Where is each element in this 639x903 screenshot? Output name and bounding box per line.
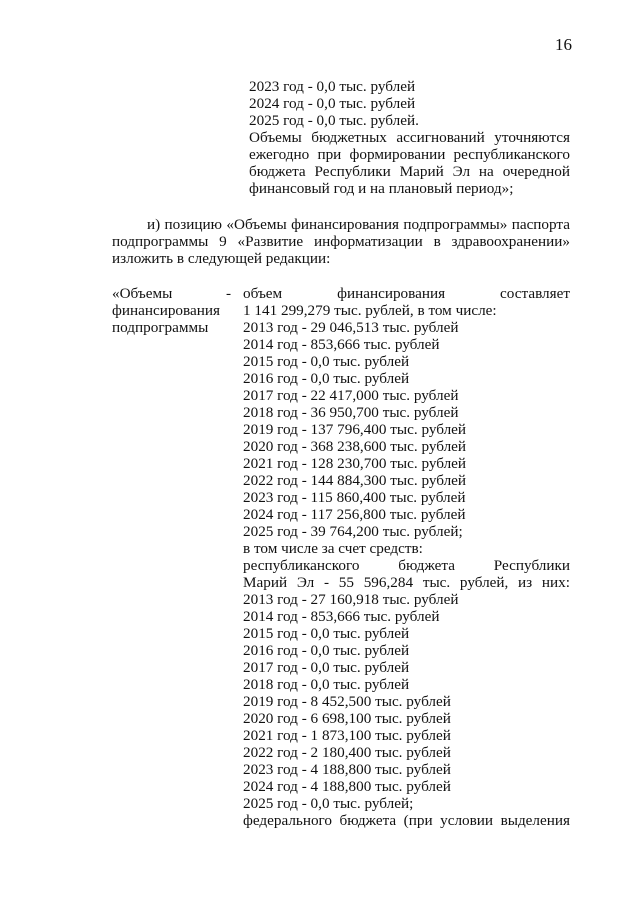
value-line: 2024 год - 117 256,800 тыс. рублей xyxy=(243,506,466,523)
value-line: 2014 год - 853,666 тыс. рублей xyxy=(243,608,440,625)
value-line: в том числе за счет средств: xyxy=(243,540,423,557)
value-line: 1 141 299,279 тыс. рублей, в том числе: xyxy=(243,302,497,319)
top-line: ежегодно при формировании республиканского xyxy=(249,146,570,163)
value-line: 2016 год - 0,0 тыс. рублей xyxy=(243,370,410,387)
value-line: 2020 год - 6 698,100 тыс. рублей xyxy=(243,710,451,727)
value-line: 2025 год - 39 764,200 тыс. рублей; xyxy=(243,523,463,540)
page-number: 16 xyxy=(555,35,572,54)
top-line: бюджета Республики Марий Эл на очередной xyxy=(249,163,570,180)
dash-separator: - xyxy=(226,285,232,302)
value-line: 2025 год - 0,0 тыс. рублей; xyxy=(243,795,414,812)
value-line: 2016 год - 0,0 тыс. рублей xyxy=(243,642,410,659)
label-line: «Объемы xyxy=(112,285,173,302)
paragraph-line: и) позицию «Объемы финансирования подпрограммы» паспорта xyxy=(147,216,570,233)
value-line: 2017 год - 0,0 тыс. рублей xyxy=(243,659,410,676)
value-line: 2013 год - 27 160,918 тыс. рублей xyxy=(243,591,459,608)
value-line: 2022 год - 2 180,400 тыс. рублей xyxy=(243,744,451,761)
value-line: 2018 год - 0,0 тыс. рублей xyxy=(243,676,410,693)
value-line: 2019 год - 137 796,400 тыс. рублей xyxy=(243,421,467,438)
value-line: 2017 год - 22 417,000 тыс. рублей xyxy=(243,387,459,404)
value-line: 2020 год - 368 238,600 тыс. рублей xyxy=(243,438,467,455)
value-line: 2023 год - 115 860,400 тыс. рублей xyxy=(243,489,466,506)
top-line: Объемы бюджетных ассигнований уточняются xyxy=(249,129,570,146)
value-line: 2015 год - 0,0 тыс. рублей xyxy=(243,353,410,370)
label-line: подпрограммы xyxy=(112,319,209,336)
value-line: республиканского бюджета Республики xyxy=(243,557,570,574)
label-line: финансирования xyxy=(112,302,220,319)
paragraph-line: изложить в следующей редакции: xyxy=(112,250,331,267)
value-line: 2015 год - 0,0 тыс. рублей xyxy=(243,625,410,642)
value-line: объем финансирования составляет xyxy=(243,285,570,302)
top-line: 2023 год - 0,0 тыс. рублей xyxy=(249,78,416,95)
top-line: 2025 год - 0,0 тыс. рублей. xyxy=(249,112,419,129)
value-line: 2024 год - 4 188,800 тыс. рублей xyxy=(243,778,451,795)
value-line: 2021 год - 1 873,100 тыс. рублей xyxy=(243,727,451,744)
value-line: 2014 год - 853,666 тыс. рублей xyxy=(243,336,440,353)
value-line: 2021 год - 128 230,700 тыс. рублей xyxy=(243,455,467,472)
value-line: 2022 год - 144 884,300 тыс. рублей xyxy=(243,472,467,489)
paragraph-line: подпрограммы 9 «Развитие информатизации в здравоохранении» xyxy=(112,233,570,250)
value-line: 2019 год - 8 452,500 тыс. рублей xyxy=(243,693,451,710)
top-line: финансовый год и на плановый период»; xyxy=(249,180,514,197)
value-line: Марий Эл - 55 596,284 тыс. рублей, из них: xyxy=(243,574,570,591)
value-line: 2023 год - 4 188,800 тыс. рублей xyxy=(243,761,451,778)
value-line: 2013 год - 29 046,513 тыс. рублей xyxy=(243,319,459,336)
top-line: 2024 год - 0,0 тыс. рублей xyxy=(249,95,416,112)
value-line: федерального бюджета (при условии выделения xyxy=(243,812,570,829)
value-line: 2018 год - 36 950,700 тыс. рублей xyxy=(243,404,459,421)
